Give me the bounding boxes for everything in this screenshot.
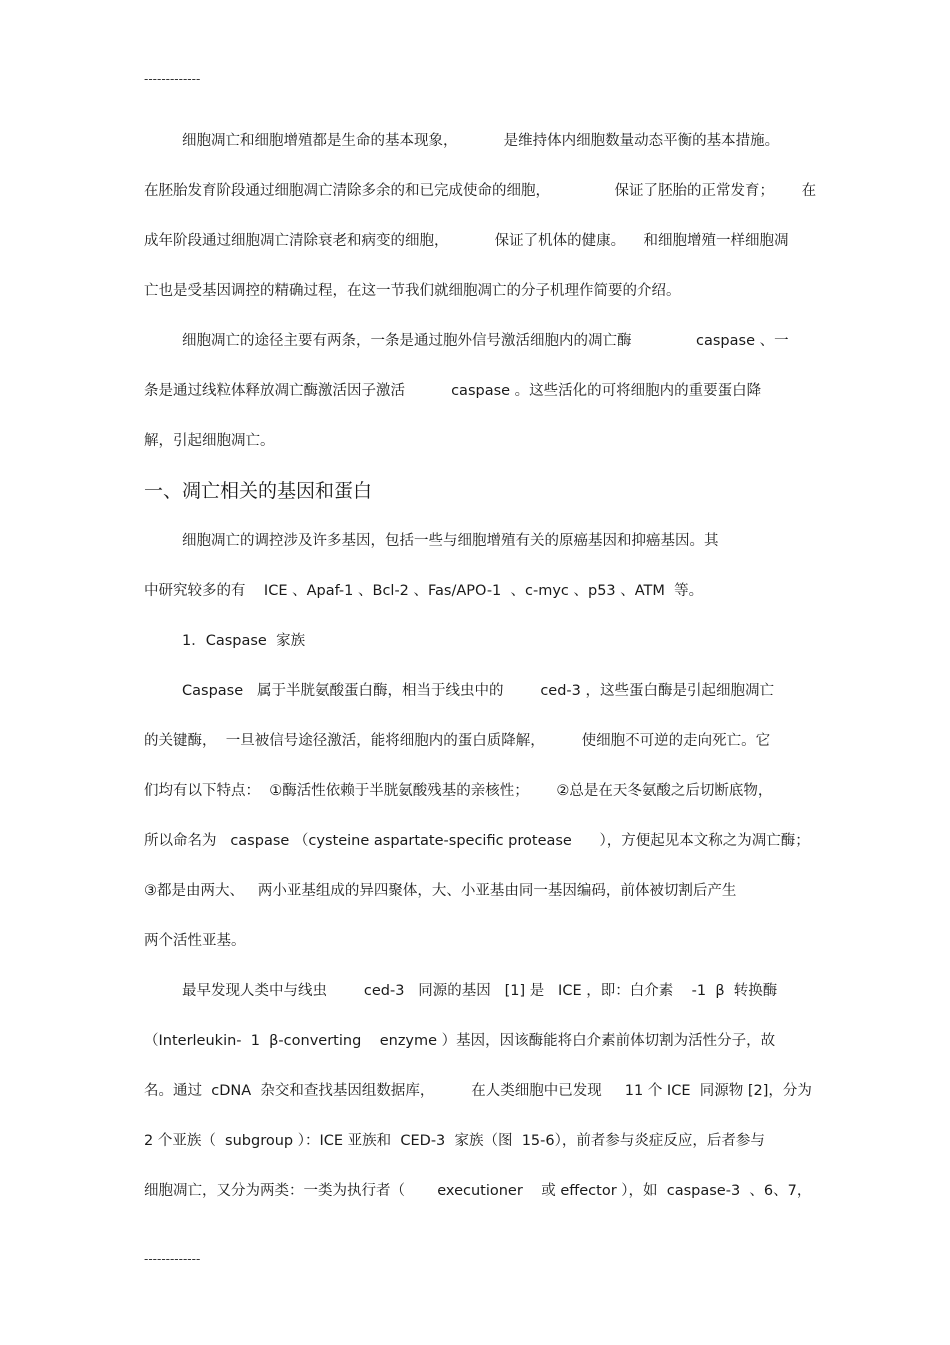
text-line: 解，引起细胞凋亡。: [144, 433, 275, 449]
text-line: 最早发现人类中与线虫 ced-3 同源的基因 [1] 是 ICE ，即：白介素 -1 β 转换酶: [182, 983, 778, 999]
text-line: 条是通过线粒体释放凋亡酶激活因子激活 caspase 。这些活化的可将细胞内的重要蛋白降: [144, 383, 762, 399]
footer-rule: -------------: [144, 1252, 201, 1266]
text-line: 名。通过 cDNA 杂交和查找基因组数据库， 在人类细胞中已发现 11 个 ICE 同源物 [2]，分为: [144, 1083, 812, 1099]
text-line: 亡也是受基因调控的精确过程，在这一节我们就细胞凋亡的分子机理作简要的介绍。: [144, 283, 681, 299]
text-line: 细胞凋亡，又分为两类：一类为执行者（ executioner 或 effector ），如 caspase-3 、6、7，: [144, 1183, 812, 1199]
text-line: （Interleukin- 1 β-converting enzyme ）基因，因该酶能将白介素前体切割为活性分子，故: [144, 1033, 776, 1049]
text-line: 中研究较多的有 ICE 、Apaf-1 、Bcl-2 、Fas/APO-1 、c-myc 、p53 、ATM 等。: [144, 583, 704, 599]
subsection-heading: 1．Caspase 家族: [182, 633, 306, 649]
header-rule: -------------: [144, 72, 201, 86]
text-line: 在胚胎发育阶段通过细胞凋亡清除多余的和已完成使命的细胞， 保证了胚胎的正常发育； 在: [144, 183, 817, 199]
text-line: ③都是由两大、 两小亚基组成的异四聚体，大、小亚基由同一基因编码，前体被切割后产生: [144, 883, 737, 899]
text-line: 所以命名为 caspase （cysteine aspartate-specific protease ），方便起见本文称之为凋亡酶；: [144, 833, 810, 849]
text-line: 们均有以下特点： ①酶活性依赖于半胱氨酸残基的亲核性； ②总是在天冬氨酸之后切断底物，: [144, 783, 773, 799]
text-line: 两个活性亚基。: [144, 933, 246, 949]
text-line: 细胞凋亡和细胞增殖都是生命的基本现象， 是维持体内细胞数量动态平衡的基本措施。: [182, 133, 780, 149]
text-line: 的关键酶， 一旦被信号途径激活，能将细胞内的蛋白质降解， 使细胞不可逆的走向死亡。它: [144, 733, 771, 749]
text-line: 细胞凋亡的调控涉及许多基因，包括一些与细胞增殖有关的原癌基因和抑癌基因。其: [182, 533, 719, 549]
text-line: 成年阶段通过细胞凋亡清除衰老和病变的细胞， 保证了机体的健康。 和细胞增殖一样细胞凋: [144, 233, 789, 249]
section-heading: 一、凋亡相关的基因和蛋白: [144, 480, 373, 502]
text-line: 细胞凋亡的途径主要有两条，一条是通过胞外信号激活细胞内的凋亡酶 caspase 、一: [182, 333, 789, 349]
text-line: 2 个亚族（ subgroup ）：ICE 亚族和 CED-3 家族（图 15-6），前者参与炎症反应，后者参与: [144, 1133, 765, 1149]
text-line: Caspase 属于半胱氨酸蛋白酶，相当于线虫中的 ced-3 ，这些蛋白酶是引起细胞凋亡: [182, 683, 774, 699]
